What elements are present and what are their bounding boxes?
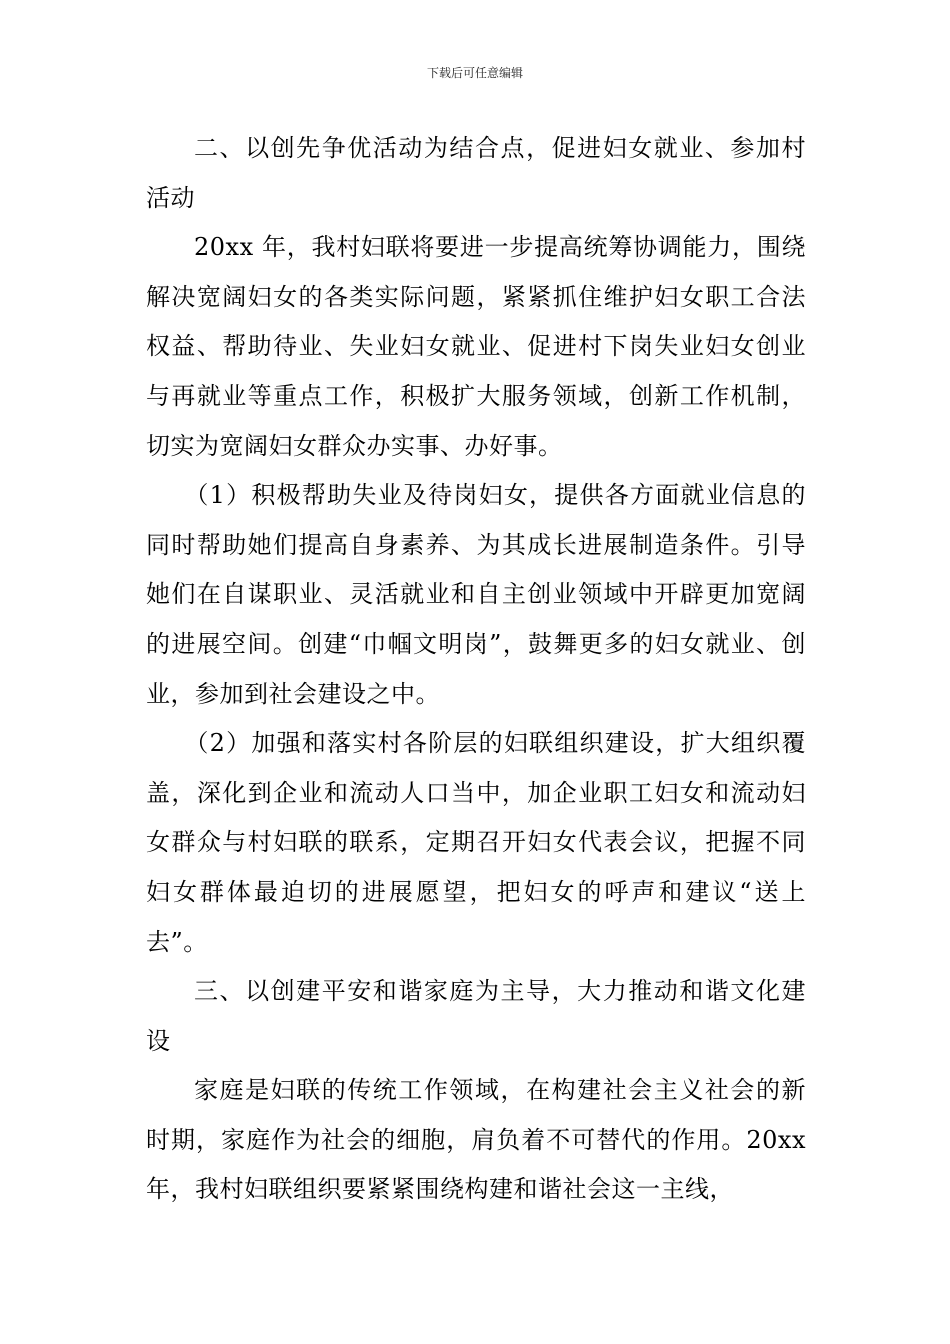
body-paragraph: 20xx 年，我村妇联将要进一步提高统筹协调能力，围绕解决宽阔妇女的各类实际问题，紧紧抓住维护妇女职工合法权益、帮助待业、失业妇女就业、促进村下岗失业妇女创业与再就业等重点工作，积极扩大服务领域，创新工作机制，切实为宽阔妇女群众办实事、办好事。: [146, 233, 806, 460]
section-heading: 二、以创先争优活动为结合点，促进妇女就业、参加村活动: [146, 134, 806, 212]
header-note: 下载后可任意编辑: [426, 66, 523, 80]
section-heading: 三、以创建平安和谐家庭为主导，大力推动和谐文化建设: [146, 977, 806, 1055]
list-item-paragraph: （2）加强和落实村各阶层的妇联组织建设，扩大组织覆盖，深化到企业和流动人口当中，加企业职工妇女和流动妇女群众与村妇联的联系，定期召开妇女代表会议，把握不同妇女群体最迫切的进展愿望，把妇女的呼声和建议“送上去”。: [146, 729, 806, 956]
list-item-paragraph: （1）积极帮助失业及待岗妇女，提供各方面就业信息的同时帮助她们提高自身素养、为其成长进展制造条件。引导她们在自谋职业、灵活就业和自主创业领域中开辟更加宽阔的进展空间。创建“巾帼文明岗”，鼓舞更多的妇女就业、创业，参加到社会建设之中。: [146, 481, 806, 708]
body-paragraph: 家庭是妇联的传统工作领域，在构建社会主义社会的新时期，家庭作为社会的细胞，肩负着不可替代的作用。20xx 年，我村妇联组织要紧紧围绕构建和谐社会这一主线，: [146, 1076, 806, 1204]
document-body: [146, 124, 806, 1215]
